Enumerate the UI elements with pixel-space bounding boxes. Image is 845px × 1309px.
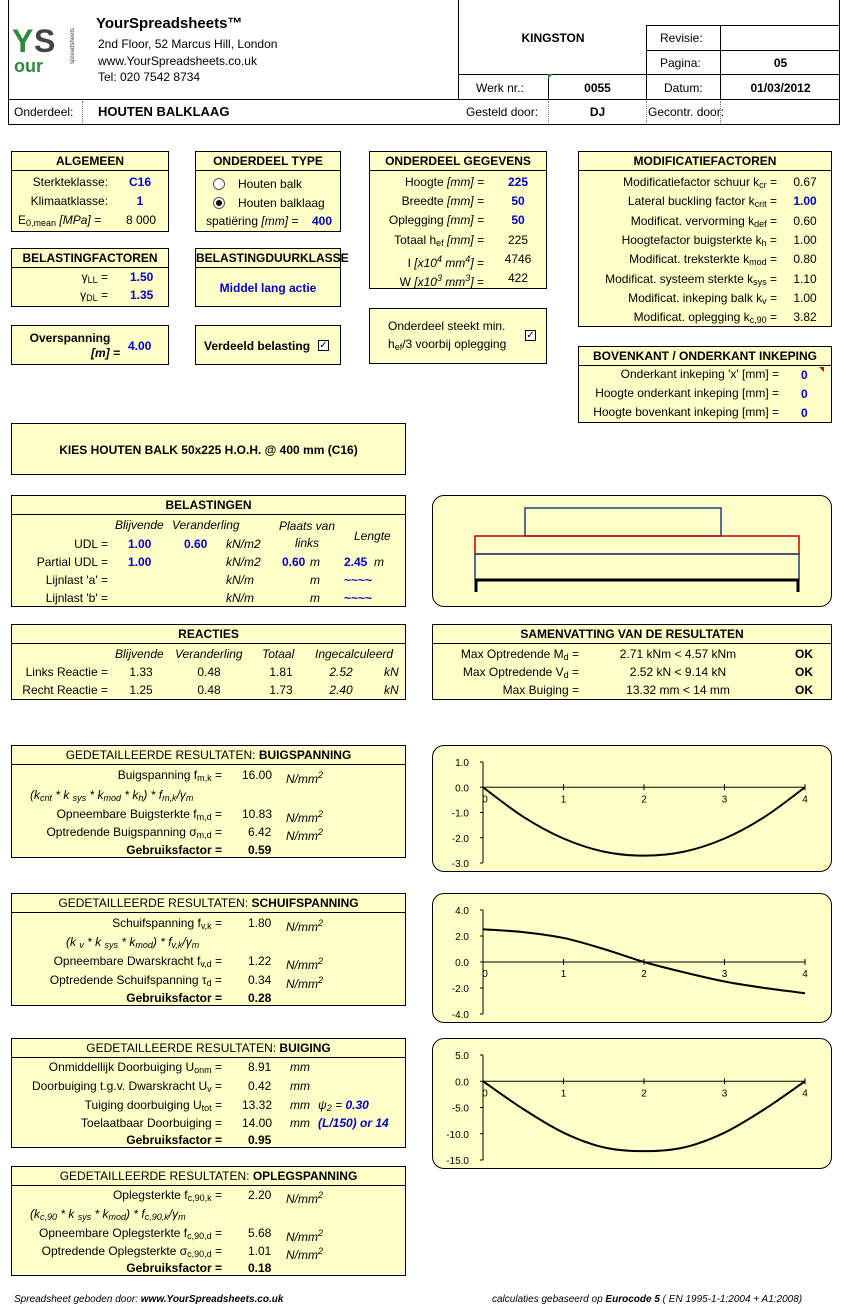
summary-label: Max Buiging =: [502, 683, 579, 697]
buigspanning-panel: [11, 745, 406, 858]
svg-text:Y: Y: [12, 23, 34, 59]
deflection-chart: [433, 1039, 833, 1170]
gegevens-title: ONDERDEEL GEGEVENS: [370, 152, 546, 171]
col-lengte: Lengte: [354, 529, 391, 543]
reacties-col-veranderling: Veranderling: [175, 647, 243, 661]
deflection-chart-panel: [432, 1038, 832, 1169]
werknr-value[interactable]: 0055: [584, 81, 611, 95]
oplegspanning-title: GEDETAILLEERDE RESULTATEN: OPLEGSPANNING: [12, 1167, 405, 1186]
load-unit: kN/m: [226, 573, 254, 587]
fc90k-unit: $N/mm^2$: [286, 1190, 324, 1206]
inkeping-boven-label: Hoogte bovenkant inkeping [mm] =: [593, 405, 779, 419]
oplegging-value[interactable]: 50: [511, 213, 525, 227]
fmd-label: Opneembare Buigsterkte fm,d =: [56, 807, 222, 822]
buig-gebruik-label: Gebruiksfactor =: [126, 843, 222, 857]
gegevens-panel: [369, 151, 547, 289]
inkeping-x-label: Onderkant inkeping 'x' [mm] =: [620, 367, 779, 381]
duurklasse-panel: [195, 248, 349, 307]
x-tick-label: 0: [482, 794, 488, 806]
y-tick-label: -5.0: [451, 1103, 469, 1115]
schuif-gebruik-value: 0.28: [248, 991, 272, 1005]
toel-unit: mm: [290, 1116, 310, 1130]
totaal-hef-label: Totaal hef [mm] =: [394, 233, 484, 248]
mod-factor-value: 0.60: [793, 213, 817, 228]
load-pos-unit: m: [310, 573, 320, 587]
x-tick-label: 1: [560, 794, 567, 806]
x-tick-label: 2: [641, 794, 647, 806]
utot-label: Tuiging doorbuiging Utot =: [84, 1098, 222, 1113]
col-veranderling: Veranderling: [172, 518, 240, 532]
fvd-unit: $N/mm^2$: [286, 956, 324, 972]
x-tick-label: 1: [560, 969, 567, 980]
x-tick-label: 2: [641, 1088, 647, 1100]
hoogte-value[interactable]: 225: [507, 175, 529, 189]
gamma-ll-label: γLL =: [81, 270, 108, 285]
tau-label: Optredende Schuifspanning τd =: [49, 973, 222, 988]
x-tick-label: 3: [721, 794, 728, 806]
totaal-hef-value: 225: [507, 233, 529, 247]
steekt-line1: Onderdeel steekt min.: [388, 319, 506, 333]
y-tick-label: -3.0: [451, 859, 469, 870]
pagina-label: Pagina:: [660, 56, 701, 70]
sigma-md-value: 6.42: [248, 825, 272, 839]
moment-chart-panel: [432, 745, 832, 872]
modificatie-title: MODIFICATIEFACTOREN: [579, 152, 831, 171]
schuifspanning-title: GEDETAILLEERDE RESULTATEN: SCHUIFSPANNING: [12, 894, 405, 913]
load-row-label: Lijnlast 'b' =: [45, 591, 108, 605]
mod-factor-label: Modificatiefactor schuur kcr =: [623, 175, 777, 190]
e-mean-value: 8 000: [125, 213, 157, 227]
fmd-unit: $N/mm^2$: [286, 809, 324, 825]
radio-houten-balk-label: Houten balk: [238, 177, 303, 191]
w-value: 422: [507, 271, 529, 285]
breedte-value[interactable]: 50: [511, 194, 525, 208]
fvk-value: 1.80: [248, 916, 272, 930]
company-phone: Tel: 020 7542 8734: [98, 70, 201, 84]
toel-note: (L/150) or 14: [318, 1116, 389, 1130]
load-perm-value[interactable]: 1.00: [128, 537, 152, 551]
col-plaats: Plaats van: [278, 519, 336, 533]
e-mean-label: E0,mean [MPa] =: [18, 213, 102, 228]
i-label: I [$x10^4$ $mm^4$] =: [407, 254, 484, 270]
pagina-value[interactable]: 05: [773, 56, 788, 70]
breedte-label: Breedte [mm] =: [401, 194, 484, 208]
dead-load-block: [475, 554, 799, 580]
onderdeel-value[interactable]: HOUTEN BALKLAAG: [98, 104, 230, 119]
company-website[interactable]: www.YourSpreadsheets.co.uk: [98, 54, 257, 68]
i-value: 4746: [504, 252, 532, 266]
reaction-calc: 2.52: [329, 665, 353, 679]
reaction-total: 1.81: [269, 665, 293, 679]
mod-factor-value: 1.00: [793, 232, 817, 247]
x-tick-label: 0: [482, 969, 488, 980]
samenvatting-panel: [432, 624, 832, 700]
mod-factor-label: Modificat. oplegging kc,90 =: [633, 310, 777, 326]
y-tick-label: 2.0: [455, 932, 469, 943]
y-tick-label: -2.0: [451, 833, 469, 845]
spatiering-label: spatiëring [mm] =: [206, 214, 299, 228]
x-tick-label: 4: [802, 969, 808, 980]
reacties-col-totaal: Totaal: [262, 647, 295, 661]
load-pos-value[interactable]: 0.60: [282, 555, 306, 569]
summary-label: Max Optredende Vd =: [462, 665, 579, 680]
gamma-dl-value[interactable]: 1.35: [130, 288, 154, 302]
fvd-formula: (k v * k sys * kmod) * fv,k/γm: [66, 935, 200, 950]
inkeping-onder-label: Hoogte onderkant inkeping [mm] =: [595, 386, 779, 400]
partial-udl-load-block: [475, 536, 799, 554]
fmk-unit: $N/mm^2$: [286, 770, 324, 786]
verdeeld-label: Verdeeld belasting: [204, 339, 311, 353]
toel-label: Toelaatbaar Doorbuiging =: [80, 1116, 222, 1130]
y-tick-label: -2.0: [451, 984, 469, 995]
reaction-var: 0.48: [197, 683, 221, 697]
reacties-panel: [11, 624, 406, 700]
inkeping-panel: [578, 346, 832, 423]
load-unit: kN/m2: [226, 555, 261, 569]
y-tick-label: 0.0: [455, 783, 469, 795]
svg-text:our: our: [14, 56, 43, 76]
y-tick-label: 1.0: [455, 758, 469, 769]
datum-label: Datum:: [664, 81, 703, 95]
datum-value[interactable]: 01/03/2012: [750, 81, 811, 95]
schuifspanning-panel: [11, 893, 406, 1006]
radio-houten-balklaag-label: Houten balklaag: [238, 196, 325, 210]
uv-value: 0.42: [248, 1079, 272, 1093]
inkeping-boven-value[interactable]: 0: [801, 406, 808, 420]
mod-factor-value: 3.82: [793, 310, 817, 325]
svg-text:S: S: [34, 23, 56, 59]
sigma-md-unit: $N/mm^2$: [286, 827, 324, 843]
mod-factor-label: Lateral buckling factor kcrit =: [627, 194, 777, 210]
reaction-label: Links Reactie =: [25, 665, 108, 679]
tau-value: 0.34: [248, 973, 272, 987]
x-tick-label: 2: [641, 969, 647, 980]
kies-result: KIES HOUTEN BALK 50x225 H.O.H. @ 400 mm (C16): [59, 443, 358, 457]
uv-unit: mm: [290, 1079, 310, 1093]
fc90d-value: 5.68: [248, 1226, 272, 1240]
x-tick-label: 4: [802, 1088, 808, 1100]
fc90k-label: Oplegsterkte fc,90,k =: [112, 1188, 222, 1203]
w-label: W [$x10^3$ $mm^3$] =: [399, 273, 484, 289]
fvk-label: Schuifspanning fv,k =: [112, 916, 222, 931]
fc90k-value: 2.20: [248, 1188, 272, 1202]
sigma-md-label: Optredende Buigspanning σm,d =: [46, 825, 222, 840]
project-name: KINGSTON: [521, 31, 585, 45]
radio-houten-balk[interactable]: [213, 178, 225, 190]
reaction-perm: 1.33: [129, 665, 153, 679]
y-tick-label: 0.0: [455, 1077, 469, 1089]
duurklasse-title: BELASTINGDUURKLASSE: [196, 249, 340, 268]
load-unit: kN/m2: [226, 537, 261, 551]
verdeeld-checkbox[interactable]: ✓: [319, 340, 328, 351]
schuif-gebruik-label: Gebruiksfactor =: [126, 991, 222, 1005]
belastingen-title: BELASTINGEN: [12, 496, 405, 515]
buiging-gebruik-label: Gebruiksfactor =: [126, 1133, 222, 1147]
y-tick-label: 5.0: [455, 1051, 469, 1062]
shear-chart-panel: [432, 893, 832, 1023]
mod-factor-label: Modificat. systeem sterkte ksys =: [605, 271, 777, 287]
fvd-value: 1.22: [248, 954, 272, 968]
reaction-calc: 2.40: [329, 683, 353, 697]
uinst-value: 8.91: [248, 1060, 272, 1074]
x-tick-label: 3: [721, 1088, 728, 1100]
reaction-unit: kN: [384, 683, 399, 697]
sterkte-label: Sterkteklasse:: [32, 175, 108, 189]
svg-text:spreadsheets: spreadsheets: [70, 27, 76, 64]
load-row-label: UDL =: [74, 537, 108, 551]
opleg-gebruik-value: 0.18: [248, 1261, 272, 1275]
uv-label: Doorbuiging t.g.v. Dwarskracht Uv =: [31, 1079, 222, 1094]
summary-status: OK: [795, 647, 813, 661]
load-row-label: Partial UDL =: [36, 555, 108, 569]
klimaat-value[interactable]: 1: [136, 194, 144, 208]
mod-factor-value: 1.10: [793, 271, 817, 286]
company-name: YourSpreadsheets™: [96, 15, 243, 32]
mod-factor-value: 0.80: [793, 252, 817, 267]
gecontr-label: Gecontr. door:: [648, 105, 725, 119]
load-len-unit: m: [374, 555, 384, 569]
inkeping-title: BOVENKANT / ONDERKANT INKEPING: [579, 347, 831, 366]
sigma-c90-value: 1.01: [248, 1244, 272, 1258]
modificatie-panel: [578, 151, 832, 327]
oplegging-label: Oplegging [mm] =: [388, 213, 484, 227]
load-row-label: Lijnlast 'a' =: [45, 573, 108, 587]
buigspanning-title: GEDETAILLEERDE RESULTATEN: BUIGSPANNING: [12, 746, 405, 765]
onderdeel-label: Onderdeel:: [14, 105, 74, 119]
tau-unit: $N/mm^2$: [286, 975, 324, 991]
mod-factor-label: Modificat. treksterkte kmod =: [629, 252, 777, 268]
gesteld-label: Gesteld door:: [466, 105, 539, 119]
gesteld-value[interactable]: DJ: [589, 105, 606, 119]
samenvatting-title: SAMENVATTING VAN DE RESULTATEN: [433, 625, 831, 644]
beam-diagram-panel: [432, 495, 832, 607]
reaction-var: 0.48: [197, 665, 221, 679]
steekt-checkbox[interactable]: ✓: [526, 330, 535, 341]
mod-factor-value[interactable]: 1.00: [793, 194, 817, 209]
revisie-label: Revisie:: [660, 31, 703, 45]
steekt-line2: hef/3 voorbij oplegging: [388, 337, 507, 352]
x-tick-label: 4: [802, 794, 808, 806]
overspanning-value[interactable]: 4.00: [128, 339, 152, 353]
belastingen-panel: [11, 495, 406, 607]
sigma-c90-unit: $N/mm^2$: [286, 1246, 324, 1262]
buiging-title: GEDETAILLEERDE RESULTATEN: BUIGING: [12, 1039, 405, 1058]
load-unit: kN/m: [226, 591, 254, 605]
klimaat-label: Klimaatklasse:: [30, 194, 108, 208]
summary-value: 2.52 kN < 9.14 kN: [629, 665, 727, 679]
overspanning-panel: [11, 325, 169, 365]
load-pos-unit: m: [310, 591, 320, 605]
mod-factor-label: Hoogtefactor buigsterkte kh =: [621, 232, 777, 248]
y-tick-label: -15.0: [446, 1156, 469, 1167]
y-tick-label: 4.0: [455, 906, 469, 917]
verdeeld-panel: [195, 325, 341, 365]
buig-gebruik-value: 0.59: [248, 843, 272, 857]
reacties-col-blijvende: Blijvende: [115, 647, 164, 661]
reacties-title: REACTIES: [12, 625, 405, 644]
udl-load-block: [525, 508, 721, 536]
fmk-label: Buigspanning fm,k =: [117, 768, 222, 783]
uinst-unit: mm: [290, 1060, 310, 1074]
onderdeel-type-panel: [195, 151, 341, 232]
steekt-panel: [369, 308, 547, 364]
mod-factor-value: 0.67: [793, 175, 817, 189]
utot-unit: mm: [290, 1098, 310, 1112]
y-tick-label: -4.0: [451, 1010, 469, 1021]
load-len-value[interactable]: ~~~~: [344, 591, 373, 605]
load-len-value[interactable]: ~~~~: [344, 573, 373, 587]
mod-factor-value: 1.00: [793, 290, 817, 305]
utot-value: 13.32: [242, 1098, 273, 1112]
reaction-unit: kN: [384, 665, 399, 679]
fc90d-formula: (kc,90 * k sys * kmod) * fc,90,k/γm: [30, 1207, 186, 1222]
inkeping-x-value[interactable]: 0: [801, 368, 808, 382]
company-logo: [12, 22, 76, 76]
y-tick-label: 0.0: [455, 958, 469, 969]
load-pos-unit: m: [310, 555, 320, 569]
opleg-gebruik-label: Gebruiksfactor =: [126, 1261, 222, 1275]
sigma-c90-label: Optredende Oplegsterkte σc,90,d =: [41, 1244, 222, 1259]
overspanning-unit: [m] =: [90, 346, 120, 360]
fc90d-unit: $N/mm^2$: [286, 1228, 324, 1244]
buiging-panel: [11, 1038, 406, 1148]
kies-panel: [11, 423, 406, 475]
belastingfactoren-panel: [11, 248, 169, 307]
algemeen-title: ALGEMEEN: [12, 152, 168, 171]
belastingfactoren-title: BELASTINGFACTOREN: [12, 249, 168, 268]
fvk-unit: $N/mm^2$: [286, 918, 324, 934]
summary-status: OK: [795, 683, 813, 697]
onderdeel-type-title: ONDERDEEL TYPE: [196, 152, 340, 171]
summary-status: OK: [795, 665, 813, 679]
fc90d-label: Opneembare Oplegsterkte fc,90,d =: [39, 1226, 222, 1241]
fmd-value: 10.83: [242, 807, 273, 821]
x-tick-label: 0: [482, 1088, 488, 1100]
company-address: 2nd Floor, 52 Marcus Hill, London: [98, 37, 278, 51]
reaction-total: 1.73: [269, 683, 293, 697]
inkeping-onder-value[interactable]: 0: [801, 387, 808, 401]
duurklasse-select[interactable]: Middel lang actie: [219, 281, 317, 295]
summary-label: Max Optredende Md =: [460, 647, 579, 662]
shear-chart: [433, 894, 833, 1024]
toel-value: 14.00: [242, 1116, 273, 1130]
mod-factor-label: Modificat. inkeping balk kv =: [628, 290, 777, 306]
gamma-dl-label: γDL =: [80, 288, 108, 303]
fmk-value: 16.00: [242, 768, 273, 782]
col-links: links: [294, 536, 319, 550]
spatiering-value[interactable]: 400: [312, 214, 333, 228]
overspanning-label: Overspanning: [29, 331, 111, 345]
load-var-value[interactable]: 0.60: [184, 537, 208, 551]
reaction-label: Recht Reactie =: [22, 683, 108, 697]
sterkte-value[interactable]: C16: [128, 175, 151, 189]
summary-value: 13.32 mm < 14 mm: [626, 683, 730, 697]
reaction-perm: 1.25: [129, 683, 153, 697]
footer-left: Spreadsheet geboden door: www.YourSpreadsheets.co.uk: [14, 1294, 284, 1305]
gamma-ll-value[interactable]: 1.50: [130, 270, 154, 284]
hoogte-label: Hoogte [mm] =: [404, 175, 484, 189]
buiging-gebruik-value: 0.95: [248, 1133, 272, 1147]
load-perm-value[interactable]: 1.00: [128, 555, 152, 569]
col-blijvende: Blijvende: [115, 518, 164, 532]
fmd-formula: (kcrit * k sys * kmod * kh) * fm,k/γm: [30, 788, 194, 803]
moment-chart: [433, 746, 833, 873]
beam-diagram: [433, 496, 833, 608]
x-tick-label: 3: [721, 969, 728, 980]
algemeen-panel: [11, 151, 169, 232]
y-tick-label: -1.0: [451, 808, 469, 820]
summary-value: 2.71 kNm < 4.57 kNm: [619, 647, 737, 661]
load-len-value[interactable]: 2.45: [344, 555, 368, 569]
oplegspanning-panel: [11, 1166, 406, 1276]
radio-houten-balklaag[interactable]: [213, 197, 225, 209]
footer-right: calculaties gebaseerd op Eurocode 5 ( EN 1995-1-1:2004 + A1:2008): [492, 1294, 803, 1305]
mod-factor-label: Modificat. vervorming kdef =: [630, 213, 777, 229]
x-tick-label: 1: [560, 1088, 567, 1100]
series-line: [483, 929, 805, 993]
y-tick-label: -10.0: [446, 1129, 469, 1141]
uinst-label: Onmiddellijk Doorbuiging Uonm =: [48, 1060, 222, 1075]
reacties-col-ingecalculeerd: Ingecalculeerd: [315, 647, 394, 661]
fvd-label: Opneembare Dwarskracht fv,d =: [53, 954, 222, 969]
werknr-label: Werk nr.:: [476, 81, 524, 95]
psi2-label: ψ2 = 0.30: [318, 1098, 369, 1113]
